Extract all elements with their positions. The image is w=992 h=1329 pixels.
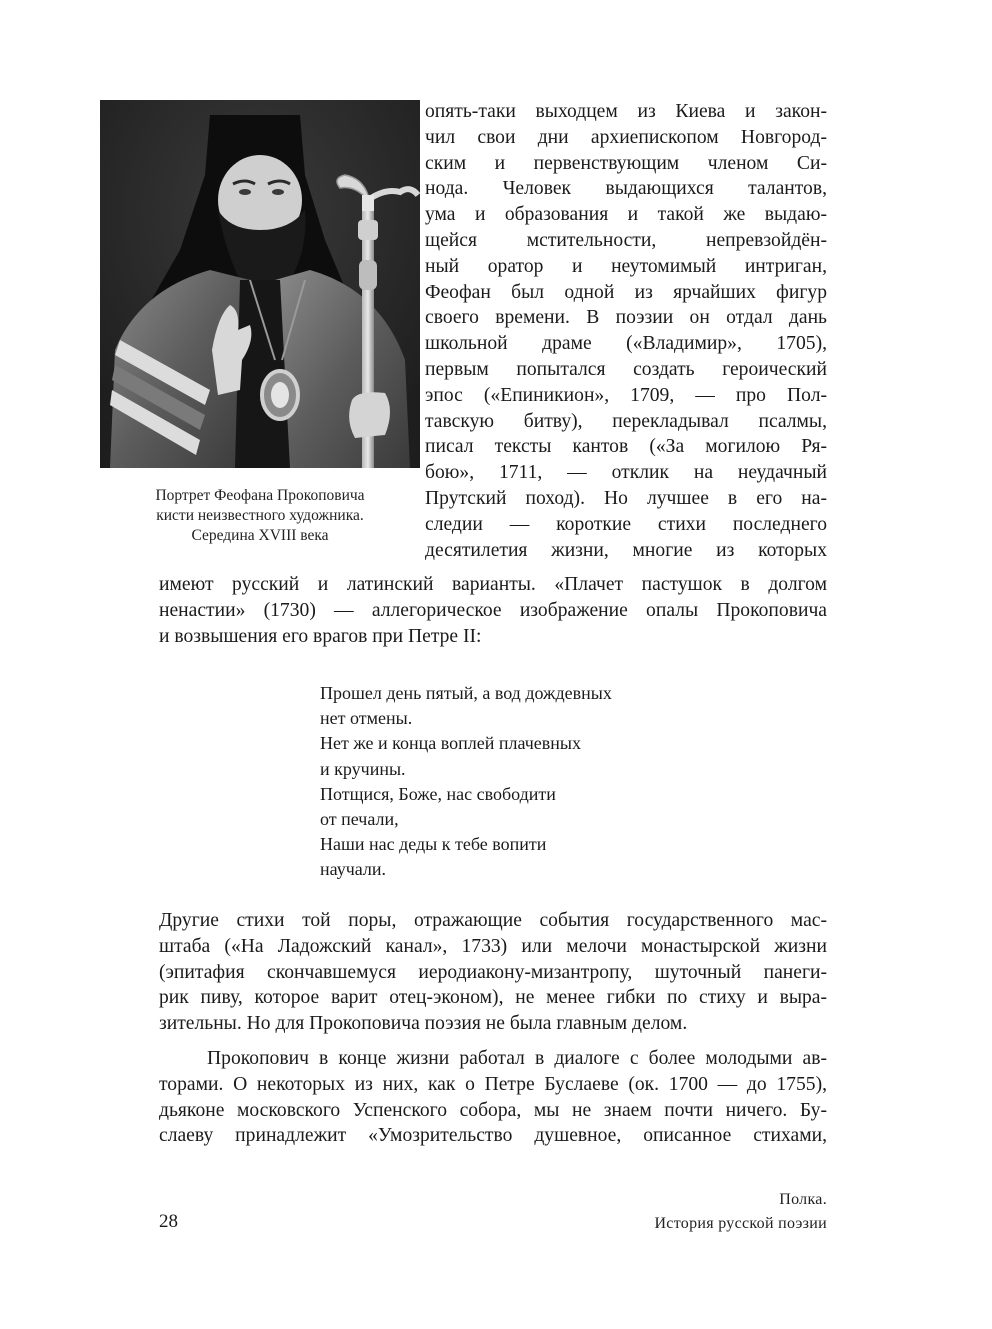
text-line: своего времени. В поэзии он отдал дань [425,307,827,329]
text-line: ским и первенствующим членом Си- [425,152,827,174]
verse-line: от печали, [320,809,399,830]
text-line: Прутский поход). Но лучшее в его на- [425,487,827,509]
text-line: десятилетия жизни, многие из которых [425,539,827,561]
verse-line: нет отмены. [320,708,413,729]
body-paragraph-continued [159,572,827,649]
running-footer-title [654,1188,827,1236]
text-line: слаеву принадлежит «Умозрительство душевное, описанное стихами, [159,1125,827,1147]
verse-line: Нет же и конца воплей плачевных [320,733,582,754]
text-line: рик пиву, которое варит отец-эконом), не менее гибки по стиху и выра- [159,987,827,1009]
text-line: зительны. Но для Прокоповича поэзия не была главным делом. [159,1013,688,1035]
text-line: щейся мстительности, непревзойдён- [425,229,827,251]
verse-quotation [320,681,612,883]
portrait-illustration [100,100,420,468]
page-number: 28 [159,1211,178,1232]
text-line: ума и образования и такой же выдаю- [425,204,827,226]
figure-caption [100,486,420,546]
text-line: бою», 1711, — отклик на неудачный [425,462,827,484]
body-paragraph-2 [159,908,827,1037]
verse-line: научали. [320,859,387,880]
text-line: торами. О некоторых из них, как о Петре Буслаеве (ок. 1700 — до 1755), [159,1073,827,1095]
verse-line: Потщися, Боже, нас свободити [320,783,556,804]
text-line: (эпитафия скончавшемуся иеродиакону-мизантропу, шуточный панеги- [159,961,827,983]
verse-line: Наши нас деды к тебе вопити [320,834,547,855]
text-line: ненастии» (1730) — аллегорическое изображение опалы Прокоповича [159,599,827,621]
text-line: опять-таки выходцем из Киева и закон- [425,101,827,122]
caption-line: Портрет Феофана Прокоповича [155,487,365,504]
portrait-image [100,100,420,468]
book-title-line: Полка. [779,1191,827,1208]
text-line: Другие стихи той поры, отражающие события государственного мас- [159,910,827,931]
text-line: ный оратор и неутомимый интриган, [425,255,827,277]
body-text-side-column [425,99,827,563]
caption-line: Середина XVIII века [191,527,329,544]
text-line: эпос («Епиникион», 1709, — про Пол- [425,384,827,406]
book-title-line: История русской поэзии [654,1215,827,1232]
verse-line: Прошел день пятый, а вод дождевных [320,683,612,703]
body-paragraph-3 [159,1046,827,1149]
caption-line: кисти неизвестного художника. [156,507,364,524]
text-line: нода. Человек выдающихся талантов, [425,178,827,200]
text-line: имеют русский и латинский варианты. «Плачет пастушок в долгом [159,574,827,595]
text-line: чил свои дни архиепископом Новгород- [425,126,827,148]
text-line: штаба («На Ладожский канал», 1733) или мелочи монастырской жизни [159,935,827,957]
text-line: школьной драме («Владимир», 1705), [425,333,827,355]
text-line: и возвышения его врагов при Петре II: [159,625,482,647]
text-line: писал тексты кантов («За могилою Ря- [425,436,827,458]
text-line: следии — короткие стихи последнего [425,513,827,535]
verse-line: и кручины. [320,758,406,779]
text-line: Прокопович в конце жизни работал в диалоге с более молодыми ав- [207,1048,827,1069]
text-line: тавскую битву), перекладывал псалмы, [425,410,827,432]
text-line: дьяконе московского Успенского собора, мы не знаем почти ничего. Бу- [159,1099,827,1121]
text-line: первым попытался создать героический [425,358,827,380]
text-line: Феофан был одной из ярчайших фигур [425,281,827,303]
